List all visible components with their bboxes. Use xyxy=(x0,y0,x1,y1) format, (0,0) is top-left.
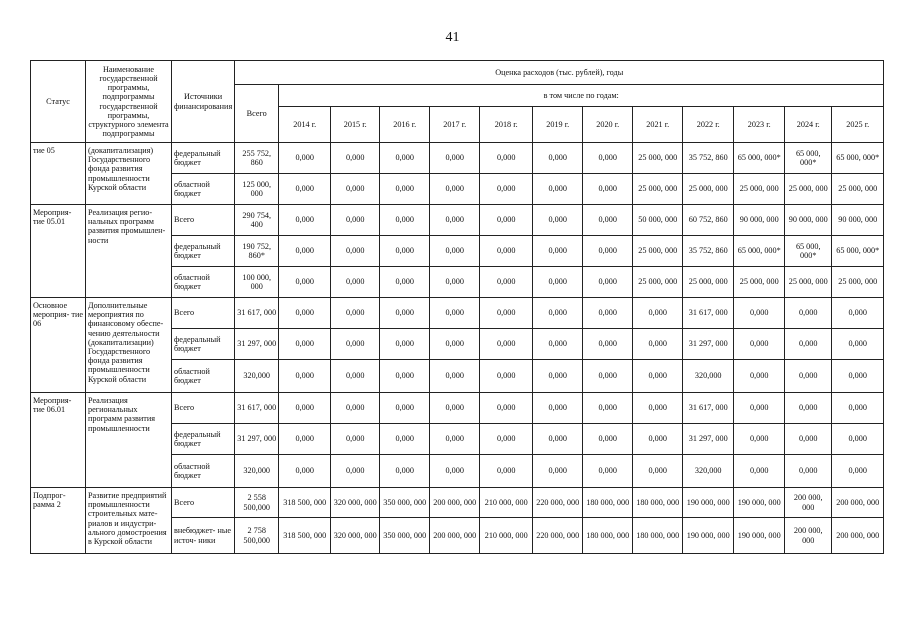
year-value-cell: 0,000 xyxy=(480,236,533,267)
year-value-cell: 31 297, 000 xyxy=(683,424,734,455)
table-row xyxy=(31,298,884,329)
source-cell: федеральный бюджет xyxy=(172,143,235,174)
total-cell: 31 617, 000 xyxy=(235,298,279,329)
year-value-cell: 0,000 xyxy=(633,455,683,488)
year-value-cell: 0,000 xyxy=(331,143,380,174)
year-value-cell: 0,000 xyxy=(734,298,785,329)
year-value-cell: 0,000 xyxy=(279,360,331,393)
total-cell: 190 752, 860* xyxy=(235,236,279,267)
year-value-cell: 0,000 xyxy=(331,329,380,360)
col-by-years-header: в том числе по годам: xyxy=(279,85,884,107)
source-cell: Всего xyxy=(172,488,235,518)
source-cell: областной бюджет xyxy=(172,455,235,488)
year-value-cell: 0,000 xyxy=(380,205,430,236)
year-value-cell: 31 297, 000 xyxy=(683,329,734,360)
year-value-cell: 0,000 xyxy=(583,455,633,488)
year-value-cell: 0,000 xyxy=(633,329,683,360)
year-value-cell: 0,000 xyxy=(430,143,480,174)
year-value-cell: 190 000, 000 xyxy=(683,488,734,518)
year-value-cell: 0,000 xyxy=(533,424,583,455)
year-value-cell: 65 000, 000* xyxy=(785,143,832,174)
source-cell: Всего xyxy=(172,298,235,329)
year-value-cell: 0,000 xyxy=(279,267,331,298)
year-value-cell: 0,000 xyxy=(331,393,380,424)
year-value-cell: 0,000 xyxy=(331,360,380,393)
year-value-cell: 0,000 xyxy=(279,205,331,236)
year-value-cell: 0,000 xyxy=(480,329,533,360)
total-cell: 320,000 xyxy=(235,360,279,393)
year-value-cell: 0,000 xyxy=(480,393,533,424)
year-value-cell: 0,000 xyxy=(279,455,331,488)
year-value-cell: 0,000 xyxy=(430,298,480,329)
year-header: 2014 г. xyxy=(279,107,331,143)
year-value-cell: 220 000, 000 xyxy=(533,488,583,518)
year-value-cell: 25 000, 000 xyxy=(832,267,884,298)
col-status-header: Статус xyxy=(31,61,86,143)
year-value-cell: 0,000 xyxy=(430,267,480,298)
year-value-cell: 0,000 xyxy=(279,174,331,205)
name-cell: Дополнительные мероприятия по финансовому обеспе- чению деятельности (докапитализации) Государственного фонда развития промышленности Курской области xyxy=(86,298,172,393)
year-value-cell: 0,000 xyxy=(734,424,785,455)
year-value-cell: 65 000, 000* xyxy=(785,236,832,267)
col-total-header: Всего xyxy=(235,85,279,143)
year-value-cell: 31 617, 000 xyxy=(683,298,734,329)
year-value-cell: 25 000, 000 xyxy=(785,174,832,205)
year-value-cell: 0,000 xyxy=(533,174,583,205)
total-cell: 31 297, 000 xyxy=(235,329,279,360)
year-value-cell: 25 000, 000 xyxy=(633,174,683,205)
year-value-cell: 0,000 xyxy=(331,236,380,267)
year-value-cell: 0,000 xyxy=(785,360,832,393)
year-value-cell: 0,000 xyxy=(331,424,380,455)
status-cell: Основное мероприя- тие 06 xyxy=(31,298,86,393)
total-cell: 100 000, 000 xyxy=(235,267,279,298)
year-header: 2022 г. xyxy=(683,107,734,143)
year-value-cell: 180 000, 000 xyxy=(583,488,633,518)
year-value-cell: 0,000 xyxy=(832,455,884,488)
source-cell: Всего xyxy=(172,393,235,424)
year-value-cell: 0,000 xyxy=(832,360,884,393)
year-header: 2024 г. xyxy=(785,107,832,143)
year-header: 2023 г. xyxy=(734,107,785,143)
year-value-cell: 0,000 xyxy=(380,393,430,424)
year-value-cell: 35 752, 860 xyxy=(683,236,734,267)
year-value-cell: 25 000, 000 xyxy=(683,174,734,205)
name-cell: Реализация регио- нальных программ развития промышлен- ности xyxy=(86,205,172,298)
year-value-cell: 0,000 xyxy=(331,455,380,488)
year-value-cell: 65 000, 000* xyxy=(734,143,785,174)
year-value-cell: 0,000 xyxy=(583,174,633,205)
total-cell: 31 297, 000 xyxy=(235,424,279,455)
year-value-cell: 0,000 xyxy=(633,393,683,424)
year-value-cell: 0,000 xyxy=(430,360,480,393)
year-value-cell: 0,000 xyxy=(480,143,533,174)
year-value-cell: 0,000 xyxy=(832,329,884,360)
year-value-cell: 25 000, 000 xyxy=(832,174,884,205)
year-value-cell: 0,000 xyxy=(832,393,884,424)
year-value-cell: 0,000 xyxy=(380,424,430,455)
year-value-cell: 0,000 xyxy=(633,298,683,329)
col-sources-header: Источники финансирования xyxy=(172,61,235,143)
year-header: 2015 г. xyxy=(331,107,380,143)
year-value-cell: 50 000, 000 xyxy=(633,205,683,236)
year-value-cell: 0,000 xyxy=(380,455,430,488)
year-value-cell: 0,000 xyxy=(380,360,430,393)
year-value-cell: 90 000, 000 xyxy=(785,205,832,236)
year-value-cell: 0,000 xyxy=(279,393,331,424)
total-cell: 2 758 500,000 xyxy=(235,518,279,554)
year-value-cell: 0,000 xyxy=(380,329,430,360)
budget-table xyxy=(30,60,884,554)
year-value-cell: 60 752, 860 xyxy=(683,205,734,236)
year-value-cell: 200 000, 000 xyxy=(832,518,884,554)
year-value-cell: 0,000 xyxy=(380,143,430,174)
source-cell: федеральный бюджет xyxy=(172,329,235,360)
year-header: 2021 г. xyxy=(633,107,683,143)
total-cell: 125 000, 000 xyxy=(235,174,279,205)
year-value-cell: 0,000 xyxy=(734,455,785,488)
year-value-cell: 0,000 xyxy=(734,393,785,424)
year-value-cell: 320,000 xyxy=(683,360,734,393)
year-value-cell: 0,000 xyxy=(785,455,832,488)
total-cell: 255 752, 860 xyxy=(235,143,279,174)
year-value-cell: 180 000, 000 xyxy=(633,518,683,554)
table-row xyxy=(31,205,884,236)
year-value-cell: 0,000 xyxy=(279,298,331,329)
year-value-cell: 0,000 xyxy=(480,174,533,205)
total-cell: 2 558 500,000 xyxy=(235,488,279,518)
year-value-cell: 200 000, 000 xyxy=(430,488,480,518)
year-value-cell: 25 000, 000 xyxy=(633,143,683,174)
year-value-cell: 350 000, 000 xyxy=(380,488,430,518)
year-header: 2018 г. xyxy=(480,107,533,143)
year-header: 2017 г. xyxy=(430,107,480,143)
year-value-cell: 210 000, 000 xyxy=(480,518,533,554)
year-value-cell: 0,000 xyxy=(480,424,533,455)
year-value-cell: 0,000 xyxy=(533,236,583,267)
year-value-cell: 200 000, 000 xyxy=(785,518,832,554)
year-value-cell: 220 000, 000 xyxy=(533,518,583,554)
total-cell: 320,000 xyxy=(235,455,279,488)
status-cell: тие 05 xyxy=(31,143,86,205)
page-number: 41 xyxy=(445,30,460,45)
status-cell: Подпрог- рамма 2 xyxy=(31,488,86,554)
year-value-cell: 0,000 xyxy=(480,455,533,488)
year-value-cell: 0,000 xyxy=(533,393,583,424)
year-value-cell: 200 000, 000 xyxy=(785,488,832,518)
name-cell: Реализация региональных программ развития промышленности xyxy=(86,393,172,488)
year-value-cell: 0,000 xyxy=(430,236,480,267)
name-cell: (докапитализация) Государственного фонда развития промышленности Курской области xyxy=(86,143,172,205)
year-value-cell: 0,000 xyxy=(430,424,480,455)
year-value-cell: 0,000 xyxy=(331,298,380,329)
year-value-cell: 0,000 xyxy=(583,424,633,455)
year-value-cell: 190 000, 000 xyxy=(734,488,785,518)
year-value-cell: 0,000 xyxy=(533,267,583,298)
year-value-cell: 0,000 xyxy=(380,236,430,267)
table-row xyxy=(31,393,884,424)
year-value-cell: 25 000, 000 xyxy=(633,236,683,267)
status-cell: Мероприя- тие 05.01 xyxy=(31,205,86,298)
year-value-cell: 0,000 xyxy=(331,267,380,298)
source-cell: областной бюджет xyxy=(172,174,235,205)
year-value-cell: 31 617, 000 xyxy=(683,393,734,424)
year-value-cell: 350 000, 000 xyxy=(380,518,430,554)
year-value-cell: 0,000 xyxy=(785,424,832,455)
col-name-header: Наименование государственной программы, подпрограммы государственной программы, структурного элемента подпрограммы xyxy=(86,61,172,143)
year-value-cell: 0,000 xyxy=(430,455,480,488)
year-value-cell: 200 000, 000 xyxy=(832,488,884,518)
year-value-cell: 320,000 xyxy=(683,455,734,488)
year-header: 2019 г. xyxy=(533,107,583,143)
year-value-cell: 0,000 xyxy=(279,236,331,267)
year-value-cell: 0,000 xyxy=(279,424,331,455)
year-value-cell: 0,000 xyxy=(430,329,480,360)
year-value-cell: 0,000 xyxy=(380,174,430,205)
year-header: 2016 г. xyxy=(380,107,430,143)
year-value-cell: 0,000 xyxy=(480,267,533,298)
year-header: 2020 г. xyxy=(583,107,633,143)
year-value-cell: 0,000 xyxy=(533,143,583,174)
table-row xyxy=(31,143,884,174)
year-value-cell: 0,000 xyxy=(785,329,832,360)
year-value-cell: 210 000, 000 xyxy=(480,488,533,518)
year-value-cell: 35 752, 860 xyxy=(683,143,734,174)
year-value-cell: 0,000 xyxy=(331,205,380,236)
year-value-cell: 0,000 xyxy=(785,393,832,424)
year-value-cell: 320 000, 000 xyxy=(331,518,380,554)
year-value-cell: 25 000, 000 xyxy=(734,267,785,298)
year-value-cell: 180 000, 000 xyxy=(633,488,683,518)
year-value-cell: 0,000 xyxy=(533,360,583,393)
year-value-cell: 0,000 xyxy=(533,205,583,236)
year-value-cell: 0,000 xyxy=(380,267,430,298)
year-value-cell: 90 000, 000 xyxy=(832,205,884,236)
year-value-cell: 0,000 xyxy=(785,298,832,329)
status-cell: Мероприя- тие 06.01 xyxy=(31,393,86,488)
year-value-cell: 200 000, 000 xyxy=(430,518,480,554)
year-value-cell: 0,000 xyxy=(583,393,633,424)
year-value-cell: 318 500, 000 xyxy=(279,488,331,518)
year-value-cell: 65 000, 000* xyxy=(832,236,884,267)
year-value-cell: 0,000 xyxy=(734,329,785,360)
year-value-cell: 65 000, 000* xyxy=(734,236,785,267)
year-value-cell: 25 000, 000 xyxy=(683,267,734,298)
year-value-cell: 0,000 xyxy=(279,329,331,360)
year-value-cell: 25 000, 000 xyxy=(734,174,785,205)
year-value-cell: 0,000 xyxy=(633,424,683,455)
year-value-cell: 0,000 xyxy=(734,360,785,393)
year-value-cell: 318 500, 000 xyxy=(279,518,331,554)
source-cell: областной бюджет xyxy=(172,360,235,393)
year-value-cell: 0,000 xyxy=(430,174,480,205)
year-value-cell: 0,000 xyxy=(480,205,533,236)
name-cell: Развитие предприятий промышленности строительных мате- риалов и индустри- ального домостроения в Курской области xyxy=(86,488,172,554)
year-value-cell: 25 000, 000 xyxy=(633,267,683,298)
source-cell: федеральный бюджет xyxy=(172,236,235,267)
year-value-cell: 0,000 xyxy=(583,267,633,298)
year-value-cell: 190 000, 000 xyxy=(683,518,734,554)
year-value-cell: 0,000 xyxy=(480,298,533,329)
year-value-cell: 0,000 xyxy=(583,236,633,267)
source-cell: Всего xyxy=(172,205,235,236)
year-header: 2025 г. xyxy=(832,107,884,143)
year-value-cell: 0,000 xyxy=(583,205,633,236)
year-value-cell: 0,000 xyxy=(331,174,380,205)
source-cell: областной бюджет xyxy=(172,267,235,298)
year-value-cell: 90 000, 000 xyxy=(734,205,785,236)
year-value-cell: 0,000 xyxy=(533,455,583,488)
year-value-cell: 0,000 xyxy=(583,143,633,174)
year-value-cell: 0,000 xyxy=(633,360,683,393)
year-value-cell: 65 000, 000* xyxy=(832,143,884,174)
source-cell: внебюджет- ные источ- ники xyxy=(172,518,235,554)
total-cell: 290 754, 400 xyxy=(235,205,279,236)
year-value-cell: 0,000 xyxy=(583,298,633,329)
year-value-cell: 190 000, 000 xyxy=(734,518,785,554)
year-value-cell: 0,000 xyxy=(480,360,533,393)
year-value-cell: 25 000, 000 xyxy=(785,267,832,298)
year-value-cell: 0,000 xyxy=(583,329,633,360)
year-value-cell: 0,000 xyxy=(533,329,583,360)
col-estimate-header: Оценка расходов (тыс. рублей), годы xyxy=(235,61,884,85)
year-value-cell: 0,000 xyxy=(832,424,884,455)
total-cell: 31 617, 000 xyxy=(235,393,279,424)
year-value-cell: 0,000 xyxy=(380,298,430,329)
source-cell: федеральный бюджет xyxy=(172,424,235,455)
year-value-cell: 0,000 xyxy=(279,143,331,174)
year-value-cell: 180 000, 000 xyxy=(583,518,633,554)
year-value-cell: 0,000 xyxy=(533,298,583,329)
year-value-cell: 0,000 xyxy=(583,360,633,393)
table-row xyxy=(31,488,884,518)
year-value-cell: 0,000 xyxy=(430,205,480,236)
year-value-cell: 0,000 xyxy=(832,298,884,329)
year-value-cell: 320 000, 000 xyxy=(331,488,380,518)
year-value-cell: 0,000 xyxy=(430,393,480,424)
